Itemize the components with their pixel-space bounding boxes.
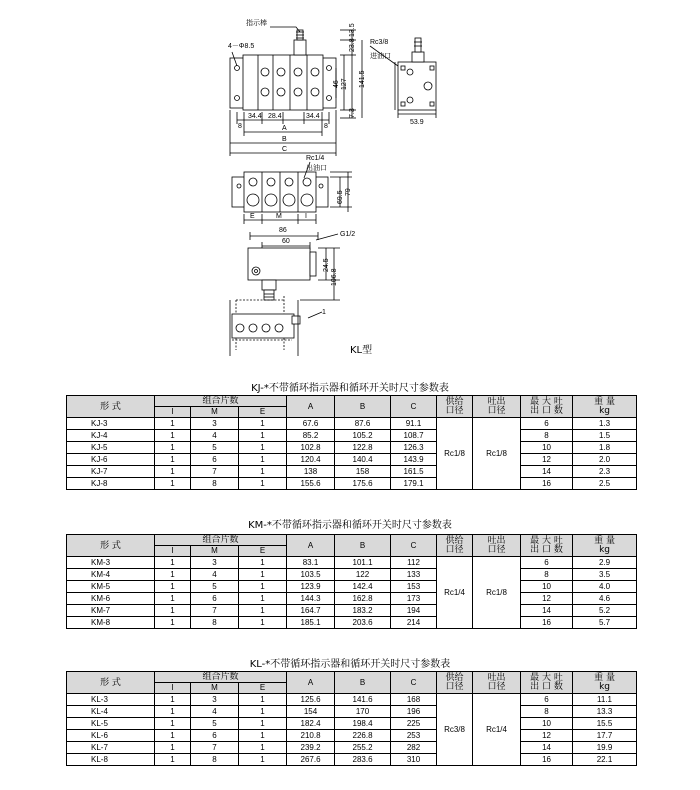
- dim-I: I: [305, 213, 307, 220]
- bottom-view: [230, 232, 340, 356]
- inlet-thread-label: Rc3/8: [370, 39, 389, 46]
- dim-106-8: 106.8: [331, 268, 338, 286]
- side-view: [370, 38, 436, 118]
- table-row: KL-3 1 3 1 125.6 141.6 168 Rc3/8 Rc1/4 6 11.1: [67, 694, 637, 706]
- table-row: KJ-4 1 4 1 85.2 105.2 108.7 8 1.5: [67, 430, 637, 442]
- table-row: KJ-8 1 8 1 155.6 175.6 179.1 16 2.5: [67, 478, 637, 490]
- header-M: M: [191, 683, 239, 694]
- header-group: 组合片数: [155, 396, 287, 407]
- inlet-size: Rc3/8: [437, 694, 473, 766]
- dim-86: 86: [279, 227, 287, 234]
- header-A: A: [287, 672, 335, 694]
- table-row: KM-3 1 3 1 83.1 101.1 112 Rc1/4 Rc1/8 6 2.9: [67, 557, 637, 569]
- table-title-km: KM-*不带循环指示器和循环开关时尺寸参数表: [248, 520, 452, 531]
- outlet-label: 出油口: [306, 165, 327, 172]
- table-row: KM-4 1 4 1 103.5 122 133 8 3.5: [67, 569, 637, 581]
- header-B: B: [335, 396, 391, 418]
- dim-13-5: 13.5: [349, 23, 356, 37]
- dim-8-left: 8: [238, 123, 242, 130]
- spec-table-km: [66, 534, 637, 629]
- header-C: C: [391, 672, 437, 694]
- table-row: KM-8 1 8 1 185.1 203.6 214 16 5.7: [67, 617, 637, 629]
- header-C: C: [391, 535, 437, 557]
- table-row: KJ-7 1 7 1 138 158 161.5 14 2.3: [67, 466, 637, 478]
- header-I: I: [155, 546, 191, 557]
- outlet-thread-label: Rc1/4: [306, 155, 325, 162]
- dim-8-right: 8: [324, 123, 328, 130]
- dim-28-4: 28.4: [268, 113, 282, 120]
- header-outlet: 吐出 口径: [473, 672, 521, 694]
- outlet-size: Rc1/8: [473, 557, 521, 629]
- header-model: 形 式: [67, 535, 155, 557]
- dim-34-4-left: 34.4: [248, 113, 262, 120]
- table-row: KJ-3 1 3 1 67.6 87.6 91.1 Rc1/8 Rc1/8 6 1.3: [67, 418, 637, 430]
- dim-M: M: [276, 213, 282, 220]
- header-M: M: [191, 407, 239, 418]
- header-model: 形 式: [67, 672, 155, 694]
- header-group: 组合片数: [155, 672, 287, 683]
- header-inlet: 供给 口径: [437, 672, 473, 694]
- header-I: I: [155, 407, 191, 418]
- header-inlet: 供给 口径: [437, 396, 473, 418]
- dim-7-3: 7.3: [349, 108, 356, 118]
- dim-79: 79: [345, 188, 352, 196]
- header-A: A: [287, 535, 335, 557]
- dim-34-4-right: 34.4: [306, 113, 320, 120]
- spec-table-kl: [66, 671, 637, 766]
- technical-drawing: [0, 0, 700, 370]
- dim-46: 46: [333, 80, 340, 88]
- table-title-kl: KL-*不带循环指示器和循环开关时尺寸参数表: [249, 659, 451, 670]
- header-A: A: [287, 396, 335, 418]
- dim-60: 60: [282, 238, 290, 245]
- thread-g-half-label: G1/2: [340, 231, 356, 238]
- spec-table-kj: [66, 395, 637, 490]
- table-row: KL-6 1 6 1 210.8 226.8 253 12 17.7: [67, 730, 637, 742]
- dim-127: 127: [341, 78, 348, 90]
- header-outlet: 吐出 口径: [473, 396, 521, 418]
- header-E: E: [239, 546, 287, 557]
- header-E: E: [239, 407, 287, 418]
- dim-A: A: [282, 125, 287, 132]
- dim-69-5: 69.5: [337, 190, 344, 204]
- type-label: KL型: [350, 345, 373, 356]
- callout-1: 1: [322, 309, 326, 316]
- header-I: I: [155, 683, 191, 694]
- table-row: KM-7 1 7 1 164.7 183.2 194 14 5.2: [67, 605, 637, 617]
- indicator-rod-label: 指示棒: [246, 20, 267, 27]
- table-title-kj: KJ-*不带循环指示器和循环开关时尺寸参数表: [251, 383, 449, 394]
- inlet-size: Rc1/8: [437, 418, 473, 490]
- header-outlet: 吐出 口径: [473, 535, 521, 557]
- header-E: E: [239, 683, 287, 694]
- header-weight: 重 量 kg: [573, 535, 637, 557]
- dim-C: C: [282, 146, 288, 153]
- dim-53-9: 53.9: [410, 119, 424, 126]
- header-inlet: 供给 口径: [437, 535, 473, 557]
- table-row: KJ-5 1 5 1 102.8 122.8 126.3 10 1.8: [67, 442, 637, 454]
- table-row: KM-5 1 5 1 123.9 142.4 153 10 4.0: [67, 581, 637, 593]
- header-max-outlets: 最 大 吐 出 口 数: [521, 535, 573, 557]
- outlet-size: Rc1/8: [473, 418, 521, 490]
- table-row: KL-7 1 7 1 239.2 255.2 282 14 19.9: [67, 742, 637, 754]
- inlet-size: Rc1/4: [437, 557, 473, 629]
- table-row: KJ-6 1 6 1 120.4 140.4 143.9 12 2.0: [67, 454, 637, 466]
- header-B: B: [335, 672, 391, 694]
- hole-spec-label: 4－Φ8.5: [228, 43, 255, 50]
- dim-B: B: [282, 136, 287, 143]
- header-group: 组合片数: [155, 535, 287, 546]
- outlet-size: Rc1/4: [473, 694, 521, 766]
- table-row: KM-6 1 6 1 144.3 162.8 173 12 4.6: [67, 593, 637, 605]
- dim-24-5: 24.5: [323, 258, 330, 272]
- dim-E: E: [250, 213, 255, 220]
- table-row: KL-5 1 5 1 182.4 198.4 225 10 15.5: [67, 718, 637, 730]
- dim-141-5: 141.5: [359, 70, 366, 88]
- inlet-label: 进油口: [370, 53, 391, 60]
- dim-23-8: 23.8: [349, 38, 356, 52]
- header-M: M: [191, 546, 239, 557]
- header-max-outlets: 最 大 吐 出 口 数: [521, 396, 573, 418]
- header-max-outlets: 最 大 吐 出 口 数: [521, 672, 573, 694]
- table-row: KL-4 1 4 1 154 170 196 8 13.3: [67, 706, 637, 718]
- table-row: KL-8 1 8 1 267.6 283.6 310 16 22.1: [67, 754, 637, 766]
- header-weight: 重 量 kg: [573, 672, 637, 694]
- header-weight: 重 量 kg: [573, 396, 637, 418]
- header-B: B: [335, 535, 391, 557]
- header-C: C: [391, 396, 437, 418]
- header-model: 形 式: [67, 396, 155, 418]
